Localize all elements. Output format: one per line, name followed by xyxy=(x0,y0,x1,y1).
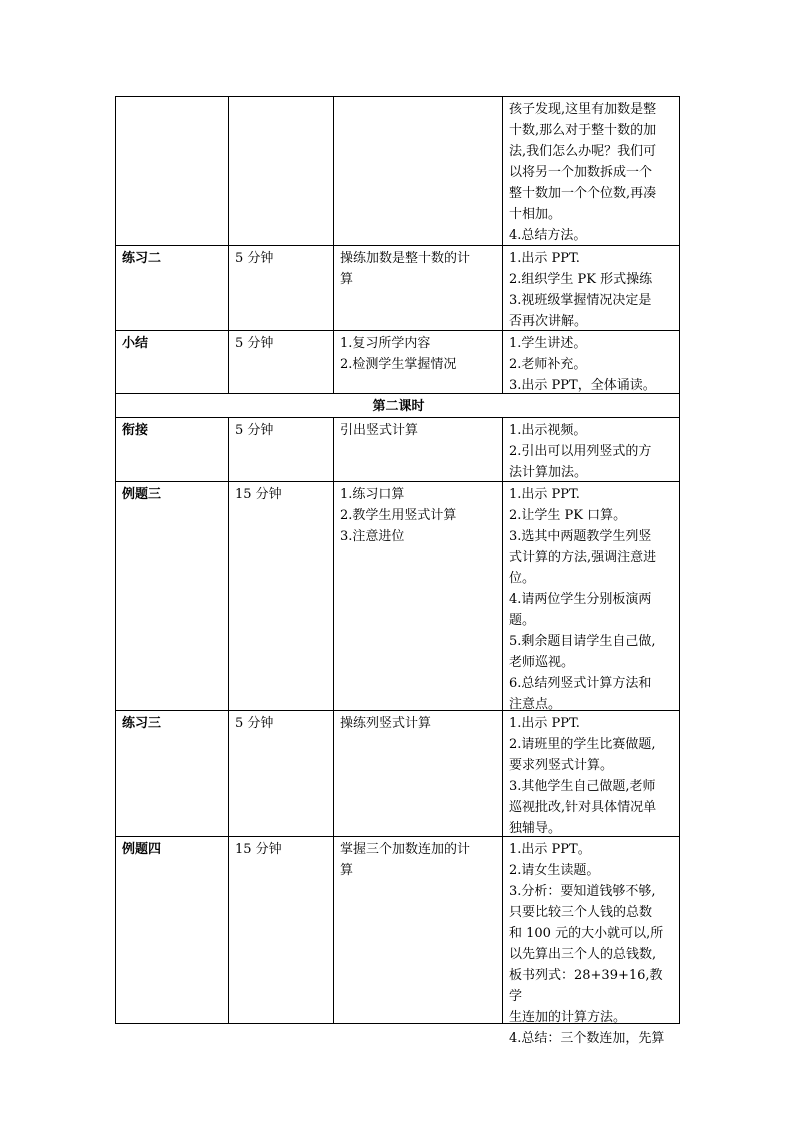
activity-line: 生连加的计算方法。 xyxy=(509,1010,627,1025)
activity-line: 十相加。 xyxy=(509,207,562,222)
activity-line: 1.出示视频。 xyxy=(509,423,587,438)
table-row xyxy=(116,482,680,711)
activity-line: 孩子发现,这里有加数是整 xyxy=(509,102,657,117)
activity-line: 3.分析：要知道钱够不够, xyxy=(509,884,656,899)
time-cell xyxy=(229,246,334,331)
activity-cell xyxy=(503,482,680,711)
phase-cell xyxy=(116,331,229,394)
activity-text-block xyxy=(509,713,675,836)
activity-line: 和 100 元的大小就可以,所 xyxy=(509,926,664,941)
activity-line: 1.出示 PPT。 xyxy=(509,842,591,857)
activity-line: 十数,那么对于整十数的加 xyxy=(509,123,657,138)
lesson-plan-table xyxy=(115,96,680,1046)
goal-line: 操练列竖式计算 xyxy=(340,716,432,731)
activity-cell xyxy=(503,246,680,331)
activity-line: 要求列竖式计算。 xyxy=(509,758,614,773)
section-row xyxy=(116,394,680,418)
activity-cell xyxy=(503,711,680,837)
phase-cell xyxy=(116,418,229,482)
goal-cell xyxy=(334,482,503,711)
time-text: 5 分钟 xyxy=(235,716,274,731)
activity-cell xyxy=(503,97,680,246)
time-cell xyxy=(229,418,334,482)
section-title: 第二课时 xyxy=(372,399,425,414)
phase-text: 练习二 xyxy=(122,251,162,266)
phase-text: 衔接 xyxy=(122,423,149,438)
activity-line: 独辅导。 xyxy=(509,821,562,836)
activity-line: 4.总结方法。 xyxy=(509,228,587,243)
table-row xyxy=(116,331,680,394)
phase-cell xyxy=(116,97,229,246)
phase-cell xyxy=(116,246,229,331)
phase-cell xyxy=(116,711,229,837)
activity-line: 5.剩余题目请学生自己做, xyxy=(509,634,656,649)
phase-text: 练习三 xyxy=(122,716,162,731)
activity-line: 巡视批改,针对具体情况单 xyxy=(509,800,657,815)
goal-line: 掌握三个加数连加的计 xyxy=(340,842,471,857)
activity-line: 1.学生讲述。 xyxy=(509,336,587,351)
time-cell xyxy=(229,837,334,1024)
table-row xyxy=(116,418,680,482)
activity-cell xyxy=(503,331,680,394)
phase-cell xyxy=(116,482,229,711)
phase-text: 例题四 xyxy=(122,842,162,857)
goal-cell xyxy=(334,97,503,246)
goal-line: 2.教学生用竖式计算 xyxy=(340,508,457,523)
goal-cell xyxy=(334,837,503,1024)
table-row xyxy=(116,837,680,1024)
activity-text-block xyxy=(509,333,675,393)
activity-line: 2.引出可以用列竖式的方 xyxy=(509,444,652,459)
time-cell xyxy=(229,331,334,394)
goal-line: 算 xyxy=(340,272,354,287)
activity-line: 2.请班里的学生比赛做题, xyxy=(509,737,656,752)
activity-line: 题。 xyxy=(509,613,536,628)
goal-line: 算 xyxy=(340,863,354,878)
time-text: 5 分钟 xyxy=(235,423,274,438)
goal-line: 2.检测学生掌握情况 xyxy=(340,357,457,372)
activity-line: 法,我们怎么办呢？我们可 xyxy=(509,144,657,159)
activity-line: 2.老师补充。 xyxy=(509,357,587,372)
phase-text: 例题三 xyxy=(122,487,162,502)
section-title-cell xyxy=(116,394,680,418)
activity-line: 整十数加一个个位数,再凑 xyxy=(509,186,657,201)
time-text: 15 分钟 xyxy=(235,842,282,857)
phase-text: 小结 xyxy=(122,336,149,351)
activity-line: 4.请两位学生分别板演两 xyxy=(509,592,652,607)
activity-line: 2.请女生读题。 xyxy=(509,863,600,878)
time-cell xyxy=(229,482,334,711)
table-row xyxy=(116,97,680,246)
activity-line: 只要比较三个人钱的总数 xyxy=(509,905,653,920)
activity-line: 式计算的方法,强调注意进 xyxy=(509,550,657,565)
time-text: 15 分钟 xyxy=(235,487,282,502)
goal-cell xyxy=(334,418,503,482)
activity-line: 4.总结：三个数连加，先算 xyxy=(509,1031,665,1046)
activity-line: 3.选其中两题教学生列竖 xyxy=(509,529,652,544)
activity-line: 1.出示 PPT. xyxy=(509,251,580,266)
goal-line: 1.练习口算 xyxy=(340,487,405,502)
activity-line: 法计算加法。 xyxy=(509,465,588,480)
activity-line: 3.出示 PPT，全体诵读。 xyxy=(509,378,656,393)
activity-line: 以先算出三个人的总钱数, xyxy=(509,947,657,962)
activity-line: 3.视班级掌握情况决定是 xyxy=(509,293,652,308)
time-cell xyxy=(229,97,334,246)
activity-text-block xyxy=(509,484,675,710)
activity-line: 板书列式：28+39+16,教学 xyxy=(509,968,663,1004)
goal-line: 引出竖式计算 xyxy=(340,423,419,438)
activity-line: 老师巡视。 xyxy=(509,655,575,670)
activity-line: 3.其他学生自己做题,老师 xyxy=(509,779,656,794)
phase-cell xyxy=(116,837,229,1024)
lesson-plan-body xyxy=(116,97,680,1046)
activity-line: 以将另一个加数拆成一个 xyxy=(509,165,653,180)
activity-line: 2.组织学生 PK 形式操练 xyxy=(509,272,653,287)
activity-line: 6.总结列竖式计算方法和 xyxy=(509,676,652,691)
goal-cell xyxy=(334,246,503,331)
goal-line: 3.注意进位 xyxy=(340,529,405,544)
activity-line: 否再次讲解。 xyxy=(509,314,588,329)
activity-text-block xyxy=(509,839,675,1046)
activity-text-block xyxy=(509,248,675,330)
goal-cell xyxy=(334,331,503,394)
goal-line: 操练加数是整十数的计 xyxy=(340,251,471,266)
time-text: 5 分钟 xyxy=(235,336,274,351)
activity-line: 位。 xyxy=(509,571,536,586)
activity-text-block xyxy=(509,420,675,481)
activity-cell xyxy=(503,418,680,482)
table-row xyxy=(116,246,680,331)
activity-line: 注意点。 xyxy=(509,697,562,712)
time-cell xyxy=(229,711,334,837)
time-text: 5 分钟 xyxy=(235,251,274,266)
goal-line: 1.复习所学内容 xyxy=(340,336,431,351)
goal-cell xyxy=(334,711,503,837)
activity-text-block xyxy=(509,99,675,245)
activity-line: 1.出示 PPT. xyxy=(509,487,580,502)
activity-cell xyxy=(503,837,680,1046)
activity-line: 2.让学生 PK 口算。 xyxy=(509,508,627,523)
table-row xyxy=(116,711,680,837)
activity-line: 1.出示 PPT. xyxy=(509,716,580,731)
